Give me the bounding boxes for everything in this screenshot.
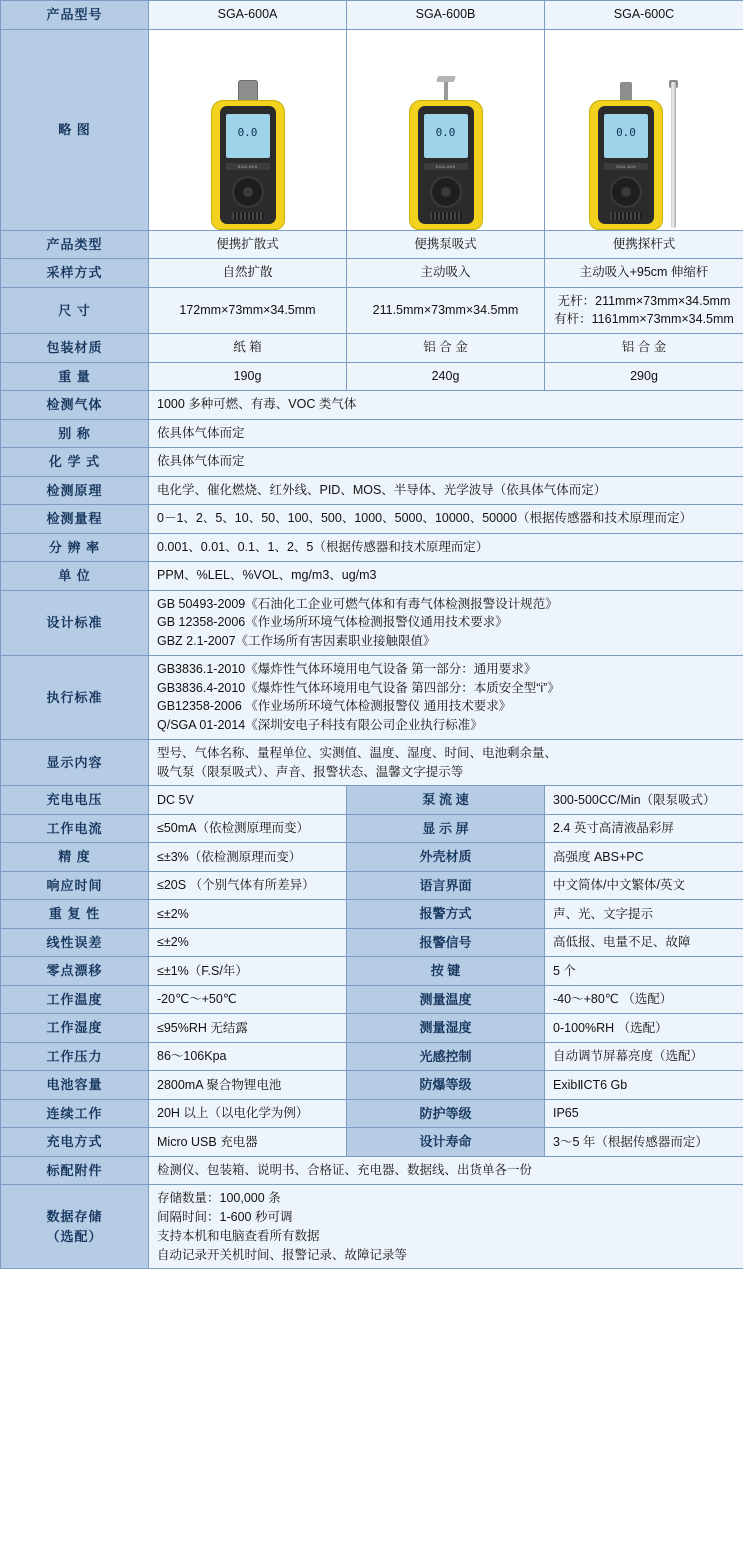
row-label: 产品类型 [1,230,149,259]
speaker-grill-icon [430,212,462,220]
row-value-secondary: 5 个 [545,957,743,986]
device-screen: 0.0 [226,114,270,158]
row-label: 采样方式 [1,259,149,288]
row-label: 检测原理 [1,476,149,505]
table-row [1,739,743,786]
row-label: 显示内容 [1,739,149,786]
model-a: SGA-600A [149,1,347,30]
row-value: GB 50493-2009《石油化工企业可燃气体和有毒气体检测报警设计规范》 GB 12358-2006《作业场所环境气体检测报警仪通用技术要求》 GBZ 2.1-2007《工作场所有害因素职业接触限值》 [149,590,743,655]
device-brand-label: SGA-600 [604,163,648,170]
row-label: 单 位 [1,562,149,591]
table-row [1,985,743,1014]
speaker-grill-icon [232,212,264,220]
row-value-secondary: 声、光、文字提示 [545,900,743,929]
row-value: 存储数量：100,000 条 间隔时间：1-600 秒可调 支持本机和电脑查看所有数据 自动记录开关机时间、报警记录、故障记录等 [149,1185,743,1269]
keypad-icon [430,176,462,208]
table-row [1,448,743,477]
row-label-diagram: 略 图 [1,29,149,230]
row-value: 铝 合 金 [347,334,545,363]
telescopic-rod-icon [671,82,676,228]
table-row [1,533,743,562]
table-row [1,957,743,986]
keypad-icon [610,176,642,208]
speaker-grill-icon [610,212,642,220]
row-label-secondary: 防爆等级 [347,1071,545,1100]
table-row [1,1185,743,1269]
row-label: 分 辨 率 [1,533,149,562]
row-label: 工作压力 [1,1042,149,1071]
table-row [1,786,743,815]
table-row [1,1014,743,1043]
row-value: PPM、%LEL、%VOL、mg/m3、ug/m3 [149,562,743,591]
device-image-c [545,29,743,230]
table-row [1,900,743,929]
table-row [1,287,743,334]
row-value: -20℃〜+50℃ [149,985,347,1014]
row-value: 20H 以上（以电化学为例） [149,1099,347,1128]
table-row [1,1071,743,1100]
row-value: 铝 合 金 [545,334,743,363]
row-value: ≤±2% [149,900,347,929]
table-row [1,1128,743,1157]
row-value: ≤95%RH 无结露 [149,1014,347,1043]
row-value: 0－1、2、5、10、50、100、500、1000、5000、10000、50000（根据传感器和技术原理而定） [149,505,743,534]
row-value-secondary: 中文简体/中文繁体/英文 [545,871,743,900]
row-value-secondary: 自动调节屏幕亮度（选配） [545,1042,743,1071]
row-value-secondary: 高强度 ABS+PC [545,843,743,872]
row-label: 包装材质 [1,334,149,363]
row-value: ≤50mA（依检测原理而变） [149,814,347,843]
row-label: 检测量程 [1,505,149,534]
row-value: 依具体气体而定 [149,448,743,477]
row-value: 电化学、催化燃烧、红外线、PID、MOS、半导体、光学波导（依具体气体而定） [149,476,743,505]
row-label: 充电方式 [1,1128,149,1157]
row-label-secondary: 设计寿命 [347,1128,545,1157]
row-label: 重 量 [1,362,149,391]
row-value: GB3836.1-2010《爆炸性气体环境用电气设备 第一部分：通用要求》 GB3836.4-2010《爆炸性气体环境用电气设备 第四部分：本质安全型“i”》 GB12358-2006 《作业场所环境气体检测报警仪 通用技术要求》 Q/SGA 01-2014《深圳安电子科技有限公司企业执行标准》 [149,655,743,739]
table-row [1,419,743,448]
table-row [1,1042,743,1071]
row-value-secondary: ExibⅡCT6 Gb [545,1071,743,1100]
row-value-secondary: 3〜5 年（根据传感器而定） [545,1128,743,1157]
table-row [1,230,743,259]
row-label: 连续工作 [1,1099,149,1128]
row-value-secondary: IP65 [545,1099,743,1128]
row-value-secondary: 0-100%RH （选配） [545,1014,743,1043]
table-row [1,814,743,843]
row-value: 便携泵吸式 [347,230,545,259]
table-row [1,1156,743,1185]
row-value: 172mm×73mm×34.5mm [149,287,347,334]
row-value-secondary: 2.4 英寸高清液晶彩屏 [545,814,743,843]
row-value: 211.5mm×73mm×34.5mm [347,287,545,334]
row-value: ≤±1%（F.S/年） [149,957,347,986]
row-label-secondary: 防护等级 [347,1099,545,1128]
row-label: 充电电压 [1,786,149,815]
row-value: Micro USB 充电器 [149,1128,347,1157]
row-label: 尺 寸 [1,287,149,334]
table-row [1,1099,743,1128]
sensor-cap-icon [238,80,258,102]
table-row-header [1,1,743,30]
row-value: 240g [347,362,545,391]
table-row [1,562,743,591]
row-label: 化 学 式 [1,448,149,477]
row-value: 290g [545,362,743,391]
row-value: ≤±3%（依检测原理而变） [149,843,347,872]
row-value: 依具体气体而定 [149,419,743,448]
row-value: 86〜106Kpa [149,1042,347,1071]
row-label: 工作电流 [1,814,149,843]
row-label: 别 称 [1,419,149,448]
row-label-secondary: 测量湿度 [347,1014,545,1043]
row-value: ≤20S （个别气体有所差异） [149,871,347,900]
row-label-secondary: 语言界面 [347,871,545,900]
row-label-secondary: 泵 流 速 [347,786,545,815]
table-row-diagram [1,29,743,230]
row-label: 检测气体 [1,391,149,420]
row-label-secondary: 报警信号 [347,928,545,957]
row-value: 自然扩散 [149,259,347,288]
row-label: 线性误差 [1,928,149,957]
row-value: 2800mA 聚合物锂电池 [149,1071,347,1100]
table-row [1,391,743,420]
table-row [1,259,743,288]
device-brand-label: SGA-600 [424,163,468,170]
model-b: SGA-600B [347,1,545,30]
table-row [1,928,743,957]
row-value: 190g [149,362,347,391]
row-value-secondary: -40〜+80℃ （选配） [545,985,743,1014]
row-label-secondary: 按 键 [347,957,545,986]
table-row [1,334,743,363]
row-label: 工作温度 [1,985,149,1014]
row-value: 0.001、0.01、0.1、1、2、5（根据传感器和技术原理而定） [149,533,743,562]
row-label-secondary: 测量温度 [347,985,545,1014]
row-value: ≤±2% [149,928,347,957]
table-row [1,590,743,655]
row-value: 便携探杆式 [545,230,743,259]
device-image-b [347,29,545,230]
pump-tube-icon [444,80,448,102]
row-label: 响应时间 [1,871,149,900]
device-image-a [149,29,347,230]
row-label-secondary: 显 示 屏 [347,814,545,843]
row-label: 电池容量 [1,1071,149,1100]
row-label: 精 度 [1,843,149,872]
row-value: 主动吸入+95cm 伸缩杆 [545,259,743,288]
row-value: 纸 箱 [149,334,347,363]
row-value-secondary: 300-500CC/Min（限泵吸式） [545,786,743,815]
row-value: DC 5V [149,786,347,815]
device-screen: 0.0 [604,114,648,158]
sensor-cap-icon [620,82,632,102]
row-label: 标配附件 [1,1156,149,1185]
table-row [1,843,743,872]
table-row [1,505,743,534]
row-label: 零点漂移 [1,957,149,986]
row-label-secondary: 报警方式 [347,900,545,929]
row-label: 重 复 性 [1,900,149,929]
row-value: 检测仪、包装箱、说明书、合格证、充电器、数据线、出货单各一份 [149,1156,743,1185]
table-row [1,871,743,900]
row-label: 数据存储 （选配） [1,1185,149,1269]
keypad-icon [232,176,264,208]
row-value-secondary: 高低报、电量不足、故障 [545,928,743,957]
row-label: 工作湿度 [1,1014,149,1043]
row-label: 设计标准 [1,590,149,655]
table-row [1,476,743,505]
row-label-secondary: 光感控制 [347,1042,545,1071]
row-label: 执行标准 [1,655,149,739]
row-value: 1000 多种可燃、有毒、VOC 类气体 [149,391,743,420]
table-row [1,655,743,739]
device-brand-label: SGA-600 [226,163,270,170]
row-value: 主动吸入 [347,259,545,288]
row-value: 便携扩散式 [149,230,347,259]
model-c: SGA-600C [545,1,743,30]
row-value: 型号、气体名称、量程单位、实测值、温度、湿度、时间、电池剩余量、 吸气泵（限泵吸式）、声音、报警状态、温馨文字提示等 [149,739,743,786]
row-value: 无杆：211mm×73mm×34.5mm 有杆：1161mm×73mm×34.5mm [545,287,743,334]
row-label-model: 产品型号 [1,1,149,30]
device-screen: 0.0 [424,114,468,158]
row-label-secondary: 外壳材质 [347,843,545,872]
table-row [1,362,743,391]
